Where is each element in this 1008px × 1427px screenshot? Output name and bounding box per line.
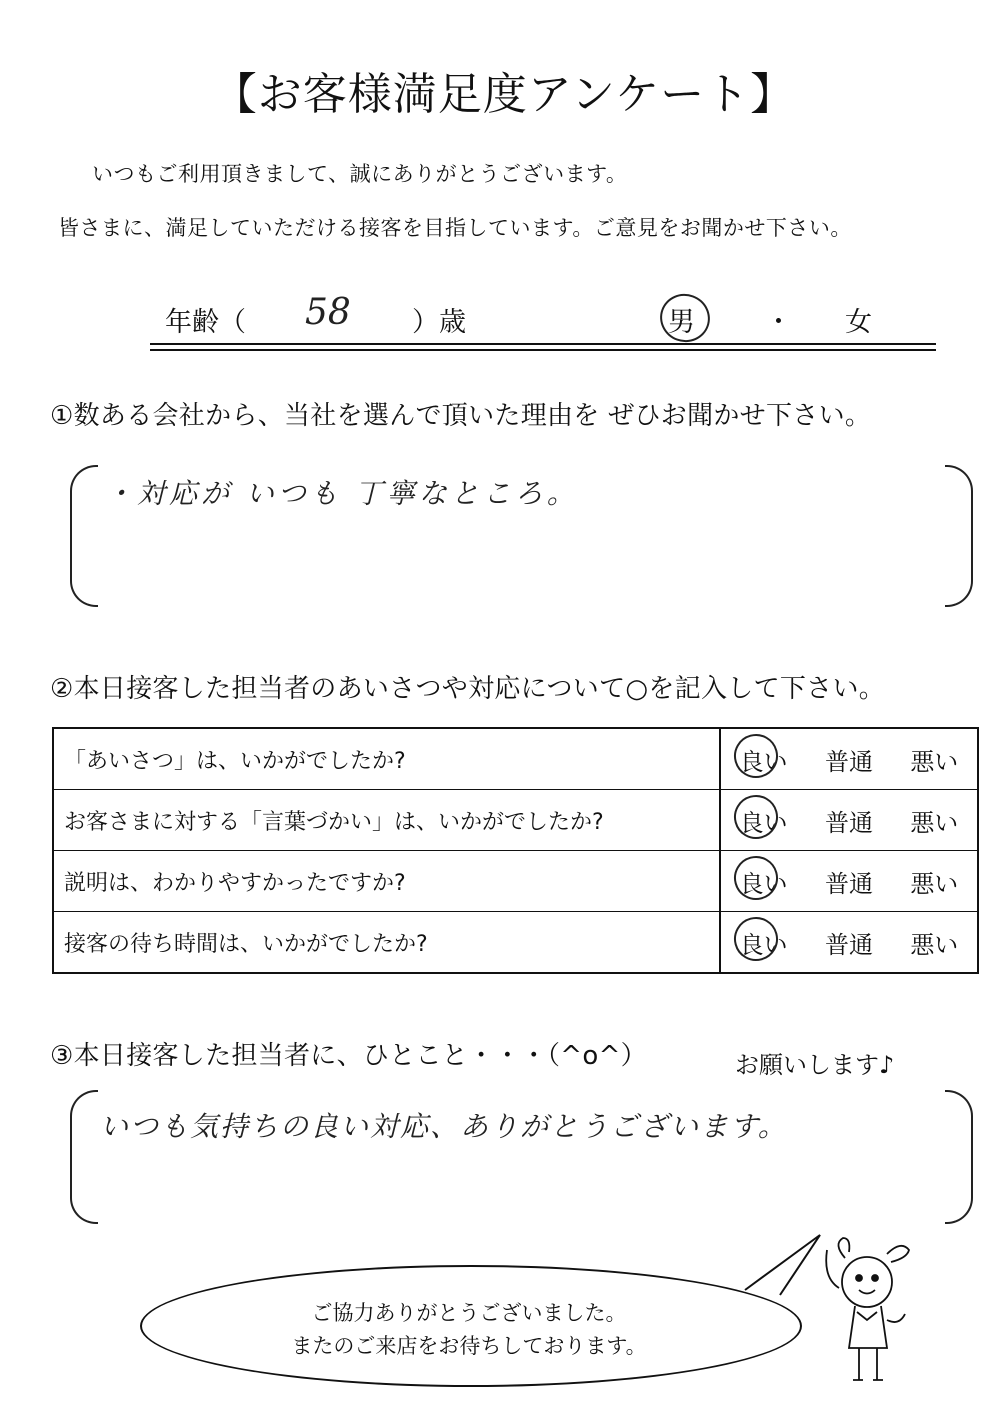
rating-question: 「あいさつ」は、いかがでしたか? bbox=[53, 728, 720, 790]
rating-option-label: 良い bbox=[739, 747, 788, 776]
gender-female[interactable]: 女 bbox=[845, 307, 872, 338]
q3-request: お願いします♪ bbox=[735, 1051, 895, 1079]
gender-male[interactable] bbox=[668, 300, 695, 339]
rating-options bbox=[720, 851, 978, 912]
age-label: 年齢（ bbox=[165, 307, 246, 338]
q3-answer[interactable]: いつも気持ちの良い対応、ありがとうございます。 bbox=[100, 1110, 788, 1143]
rating-option[interactable] bbox=[825, 864, 873, 899]
gender-selection-circle bbox=[653, 287, 716, 349]
profile-underline-1 bbox=[150, 343, 936, 345]
q2-heading: ②本日接客した担当者のあいさつや対応について○を記入して下さい。 bbox=[50, 674, 886, 704]
rating-option[interactable] bbox=[910, 742, 958, 777]
q3-heading: ③本日接客した担当者に、ひとこと・・・（^o^） bbox=[50, 1041, 647, 1071]
rating-table bbox=[52, 727, 979, 974]
rating-option-label: 悪い bbox=[910, 747, 959, 776]
rating-question: 接客の待ち時間は、いかがでしたか? bbox=[53, 912, 720, 974]
profile-underline-2 bbox=[150, 349, 936, 351]
intro-line-2: 皆さまに、満足していただける接客を目指しています。ご意見をお聞かせ下さい。 bbox=[58, 216, 852, 240]
rating-option-label: 普通 bbox=[824, 930, 873, 959]
rating-option-label: 良い bbox=[739, 808, 788, 837]
rating-option-label: 悪い bbox=[910, 808, 959, 837]
rating-question: 説明は、わかりやすかったですか? bbox=[53, 851, 720, 912]
q1-heading: ①数ある会社から、当社を選んで頂いた理由を ぜひお聞かせ下さい。 bbox=[50, 401, 872, 431]
rating-row bbox=[53, 728, 978, 790]
q1-answer[interactable]: ・対応が いつも 丁寧なところ。 bbox=[105, 477, 579, 510]
closing-line-1: ご協力ありがとうございました。 bbox=[311, 1301, 627, 1325]
age-unit: ）歳 bbox=[412, 307, 466, 338]
survey-title: 【お客様満足度アンケート】 bbox=[212, 69, 796, 120]
q1-bracket-left bbox=[70, 465, 98, 607]
rating-option-label: 良い bbox=[739, 869, 788, 898]
rating-options bbox=[720, 790, 978, 851]
gender-male-label: 男 bbox=[668, 307, 695, 338]
closing-line-2: またのご来店をお待ちしております。 bbox=[291, 1334, 647, 1358]
rating-row bbox=[53, 912, 978, 974]
rating-options bbox=[720, 912, 978, 974]
rating-option-label: 悪い bbox=[910, 869, 959, 898]
rating-options bbox=[720, 728, 978, 790]
mascot-illustration bbox=[815, 1230, 925, 1390]
rating-option-label: 普通 bbox=[824, 869, 873, 898]
rating-option[interactable] bbox=[825, 803, 873, 838]
rating-option[interactable] bbox=[910, 803, 958, 838]
rating-option-label: 普通 bbox=[824, 808, 873, 837]
q1-bracket-right bbox=[945, 465, 973, 607]
rating-option[interactable] bbox=[740, 803, 788, 838]
rating-row bbox=[53, 790, 978, 851]
rating-option[interactable] bbox=[740, 925, 788, 960]
rating-option-label: 悪い bbox=[910, 930, 959, 959]
rating-option[interactable] bbox=[740, 864, 788, 899]
rating-option[interactable] bbox=[910, 864, 958, 899]
intro-line-1: いつもご利用頂きまして、誠にありがとうございます。 bbox=[92, 162, 628, 186]
rating-option[interactable] bbox=[825, 742, 873, 777]
q3-bracket-left bbox=[70, 1090, 98, 1224]
rating-option[interactable] bbox=[740, 742, 788, 777]
rating-option[interactable] bbox=[825, 925, 873, 960]
rating-row bbox=[53, 851, 978, 912]
rating-option[interactable] bbox=[910, 925, 958, 960]
rating-option-label: 普通 bbox=[824, 747, 873, 776]
age-value[interactable]: 58 bbox=[305, 292, 351, 333]
rating-question: お客さまに対する「言葉づかい」は、いかがでしたか? bbox=[53, 790, 720, 851]
rating-option-label: 良い bbox=[739, 930, 788, 959]
gender-separator: ・ bbox=[765, 307, 792, 338]
q3-bracket-right bbox=[945, 1090, 973, 1224]
